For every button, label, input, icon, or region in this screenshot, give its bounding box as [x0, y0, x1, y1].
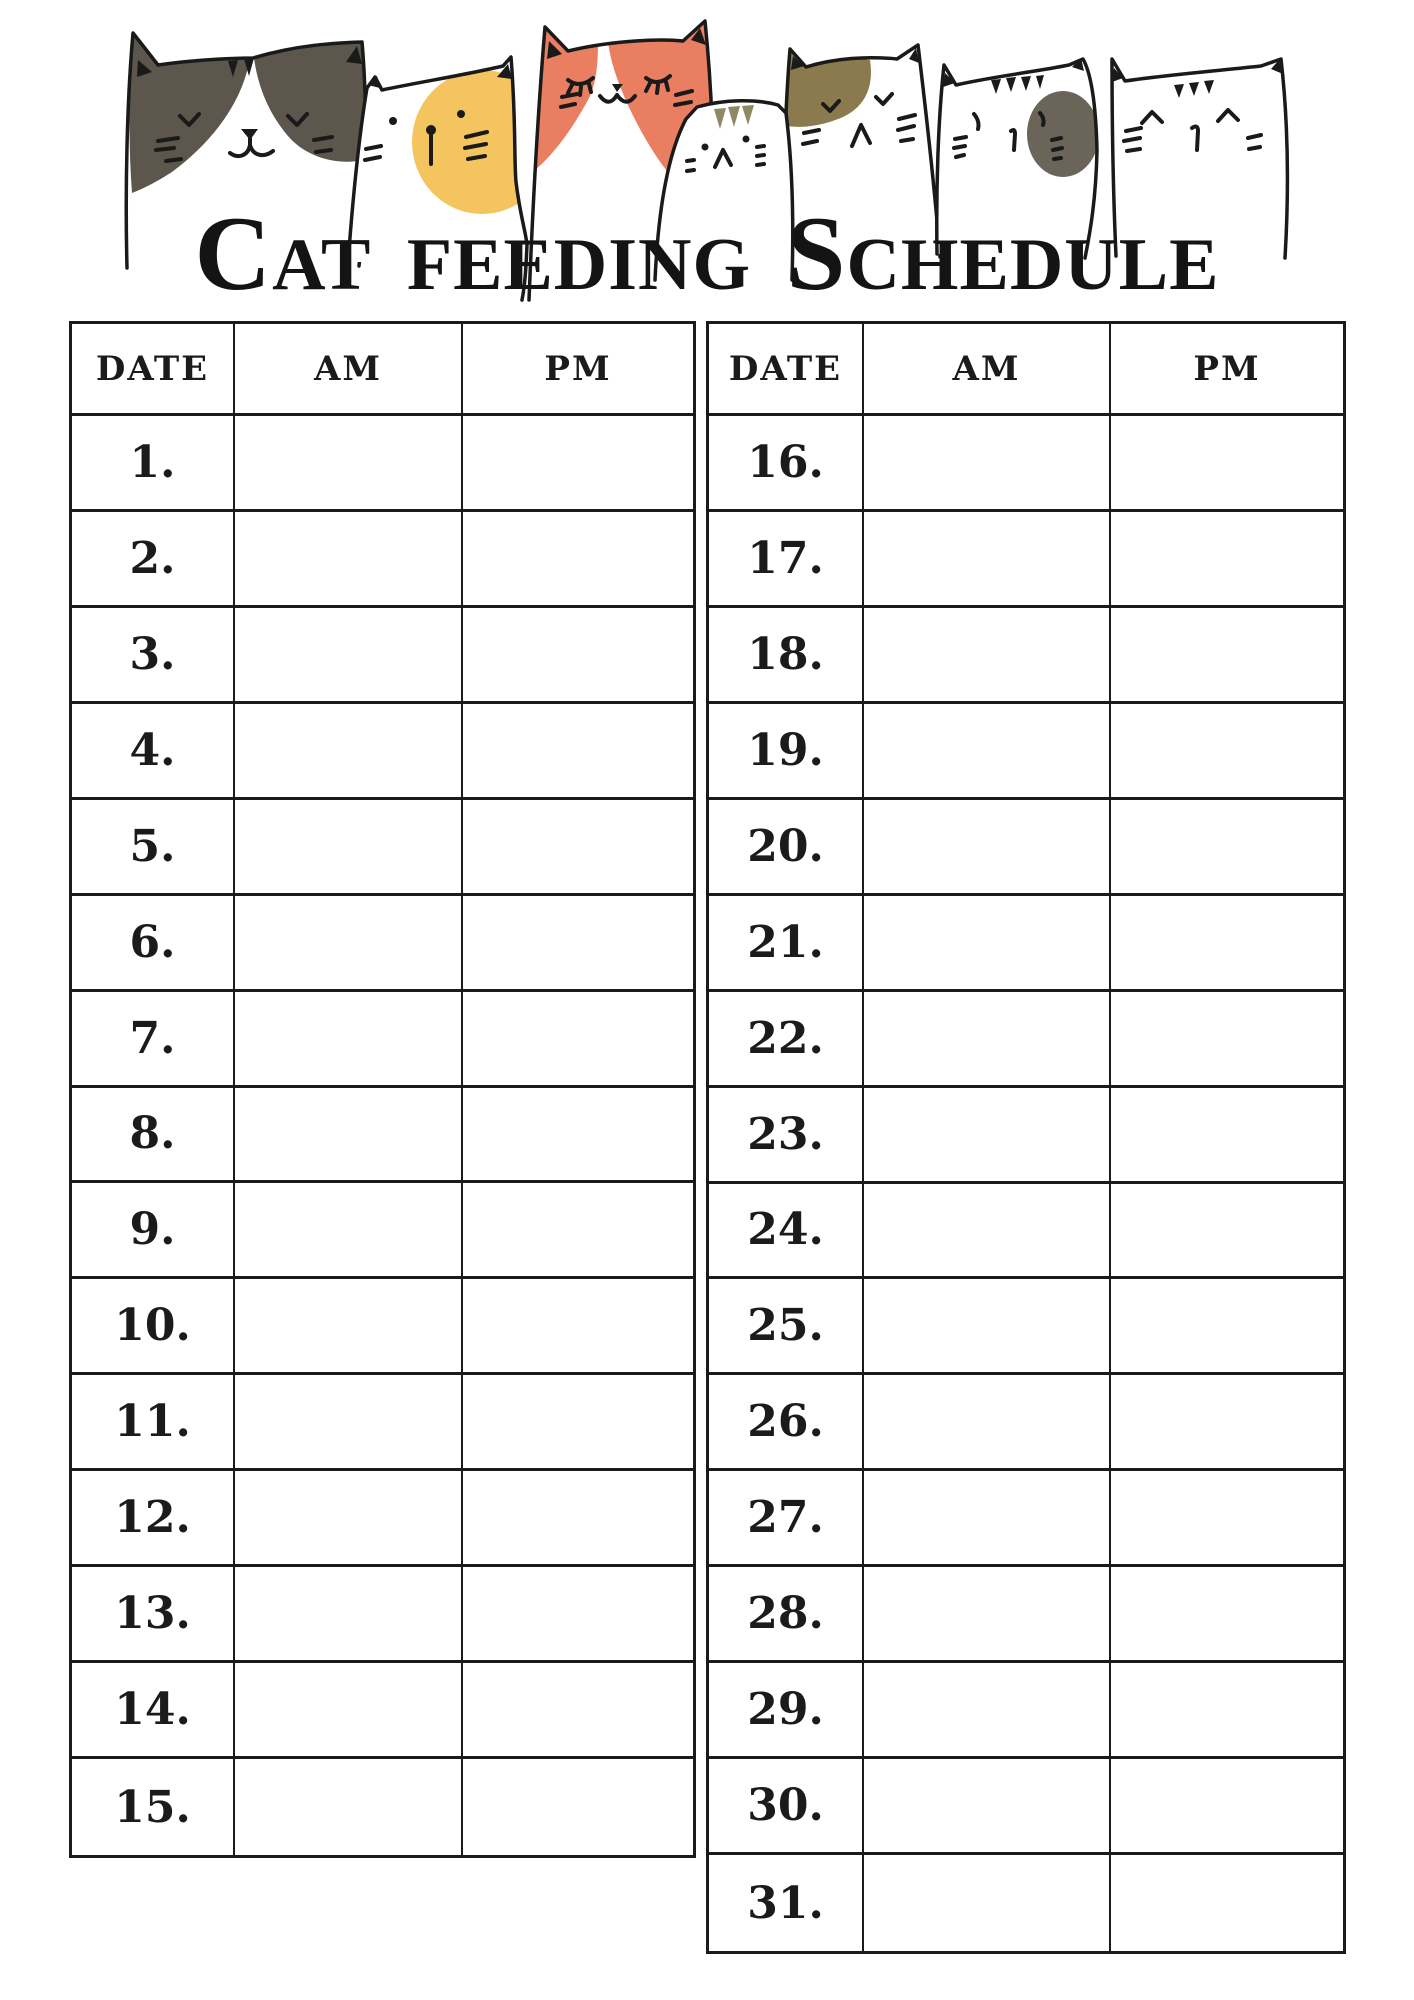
date-cell: 31.	[709, 1855, 864, 1951]
date-cell: 30.	[709, 1759, 864, 1855]
date-cell: 16.	[709, 416, 864, 512]
column-header-pm: PM	[463, 324, 693, 416]
am-cell	[235, 992, 463, 1088]
pm-cell	[463, 1663, 693, 1759]
am-cell	[864, 1663, 1111, 1759]
pm-cell	[463, 608, 693, 704]
date-cell: 6.	[72, 896, 235, 992]
am-cell	[864, 1088, 1111, 1184]
date-cell: 4.	[72, 704, 235, 800]
pm-cell	[463, 896, 693, 992]
pm-cell	[463, 992, 693, 1088]
am-cell	[864, 1184, 1111, 1280]
date-cell: 23.	[709, 1088, 864, 1184]
column-header-am: AM	[235, 324, 463, 416]
pm-cell	[1111, 1855, 1343, 1951]
column-header-date: DATE	[709, 324, 864, 416]
pm-cell	[1111, 1088, 1343, 1184]
am-cell	[864, 1279, 1111, 1375]
am-cell	[864, 1567, 1111, 1663]
pm-cell	[1111, 416, 1343, 512]
am-cell	[864, 1759, 1111, 1855]
date-cell: 21.	[709, 896, 864, 992]
pm-cell	[463, 1567, 693, 1663]
am-cell	[864, 512, 1111, 608]
am-cell	[235, 896, 463, 992]
date-cell: 27.	[709, 1471, 864, 1567]
pm-cell	[1111, 800, 1343, 896]
date-cell: 15.	[72, 1759, 235, 1855]
pm-cell	[1111, 608, 1343, 704]
date-cell: 14.	[72, 1663, 235, 1759]
am-cell	[864, 416, 1111, 512]
am-cell	[864, 992, 1111, 1088]
am-cell	[235, 1183, 463, 1279]
pm-cell	[463, 1279, 693, 1375]
date-cell: 20.	[709, 800, 864, 896]
date-cell: 17.	[709, 512, 864, 608]
am-cell	[235, 800, 463, 896]
am-cell	[235, 512, 463, 608]
pm-cell	[463, 416, 693, 512]
am-cell	[235, 1471, 463, 1567]
pm-cell	[1111, 1375, 1343, 1471]
am-cell	[235, 1375, 463, 1471]
am-cell	[235, 704, 463, 800]
am-cell	[235, 416, 463, 512]
date-cell: 25.	[709, 1279, 864, 1375]
feeding-table-2	[706, 321, 1346, 1954]
pm-cell	[463, 800, 693, 896]
date-cell: 12.	[72, 1471, 235, 1567]
pm-cell	[1111, 896, 1343, 992]
am-cell	[864, 1855, 1111, 1951]
am-cell	[864, 896, 1111, 992]
pm-cell	[463, 1759, 693, 1855]
pm-cell	[1111, 1567, 1343, 1663]
am-cell	[235, 1279, 463, 1375]
pm-cell	[463, 704, 693, 800]
date-cell: 26.	[709, 1375, 864, 1471]
gray-spot	[1027, 91, 1099, 177]
pm-cell	[463, 1183, 693, 1279]
date-cell: 1.	[72, 416, 235, 512]
am-cell	[864, 1375, 1111, 1471]
date-cell: 5.	[72, 800, 235, 896]
am-cell	[235, 1567, 463, 1663]
date-cell: 3.	[72, 608, 235, 704]
date-cell: 18.	[709, 608, 864, 704]
date-cell: 8.	[72, 1088, 235, 1184]
feeding-table-1	[69, 321, 696, 1858]
pm-cell	[1111, 1471, 1343, 1567]
am-cell	[864, 1471, 1111, 1567]
date-cell: 22.	[709, 992, 864, 1088]
date-cell: 2.	[72, 512, 235, 608]
pm-cell	[1111, 992, 1343, 1088]
date-cell: 19.	[709, 704, 864, 800]
pm-cell	[1111, 1663, 1343, 1759]
pm-cell	[463, 1471, 693, 1567]
date-cell: 11.	[72, 1375, 235, 1471]
pm-cell	[1111, 1279, 1343, 1375]
am-cell	[235, 1759, 463, 1855]
date-cell: 29.	[709, 1663, 864, 1759]
am-cell	[864, 800, 1111, 896]
date-cell: 24.	[709, 1184, 864, 1280]
date-cell: 28.	[709, 1567, 864, 1663]
pm-cell	[1111, 1184, 1343, 1280]
column-header-date: DATE	[72, 324, 235, 416]
column-header-pm: PM	[1111, 324, 1343, 416]
date-cell: 13.	[72, 1567, 235, 1663]
column-header-am: AM	[864, 324, 1111, 416]
am-cell	[235, 608, 463, 704]
date-cell: 7.	[72, 992, 235, 1088]
pm-cell	[463, 1375, 693, 1471]
page-title: Cat feeding Schedule	[194, 195, 1220, 312]
pm-cell	[463, 512, 693, 608]
am-cell	[864, 608, 1111, 704]
am-cell	[235, 1663, 463, 1759]
pm-cell	[1111, 704, 1343, 800]
pm-cell	[463, 1088, 693, 1184]
pm-cell	[1111, 1759, 1343, 1855]
am-cell	[235, 1088, 463, 1184]
date-cell: 9.	[72, 1183, 235, 1279]
date-cell: 10.	[72, 1279, 235, 1375]
am-cell	[864, 704, 1111, 800]
pm-cell	[1111, 512, 1343, 608]
